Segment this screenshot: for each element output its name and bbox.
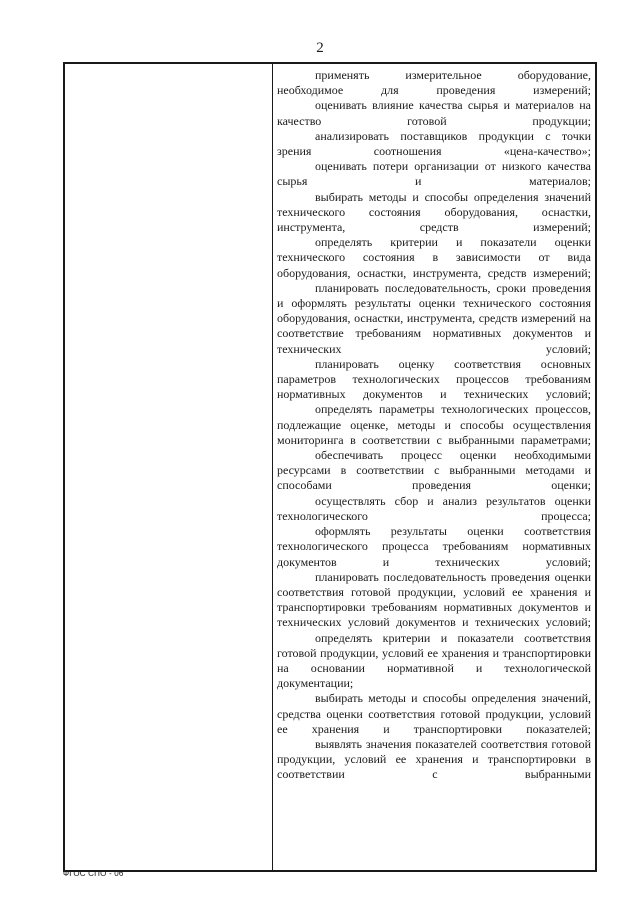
- skill-paragraph: обеспечивать процесс оценки необходимыми ресурсами в соответствии с выбранными методами и способами проведения оценки;: [277, 448, 591, 493]
- skill-paragraph: определять критерии и показатели соответствия готовой продукции, условий ее хранения и транспортировки на основании нормативной и технологической документации;: [277, 630, 591, 691]
- table-frame: [63, 62, 597, 872]
- skill-paragraph: оценивать потери организации от низкого качества сырья и материалов;: [277, 159, 591, 189]
- skill-paragraph: планировать последовательность проведения оценки соответствия готовой продукции, условий ее хранения и транспортировки требованиям нормативных документов и технических условий документов и технических условий;: [277, 569, 591, 630]
- skill-paragraph: оформлять результаты оценки соответствия технологического процесса требованиям нормативных документов и технических условий;: [277, 524, 591, 569]
- skill-paragraph: определять параметры технологических процессов, подлежащие оценке, методы и способы осуществления мониторинга в соответствии с выбранными параметрами;: [277, 402, 591, 447]
- page-number: 2: [316, 40, 324, 56]
- skill-paragraph: планировать оценку соответствия основных параметров технологических процессов требованиям нормативных документов и технических условий;: [277, 356, 591, 402]
- skill-paragraph: выбирать методы и способы определения значений технического состояния оборудования, оснастки, инструмента, средств измерений;: [277, 189, 591, 235]
- document-code: ФГОС СПО - 06: [63, 869, 124, 878]
- skill-paragraph: определять критерии и показатели оценки технического состояния в зависимости от вида оборудования, оснастки, инструмента, средств измерений;: [277, 235, 591, 280]
- skill-paragraph: выбирать методы и способы определения значений, средства оценки соответствия готовой продукции, условий ее хранения и транспортировки показателей;: [277, 691, 591, 736]
- skill-paragraph: анализировать поставщиков продукции с точки зрения соотношения «цена-качество»;: [277, 128, 591, 159]
- skill-paragraph: оценивать влияние качества сырья и материалов на качество готовой продукции;: [277, 98, 591, 128]
- skill-paragraph: планировать последовательность, сроки проведения и оформлять результаты оценки технического состояния оборудования, оснастки, инструмента, средств измерений на соответствие требованиям нормативных документов и технических условий;: [277, 280, 591, 356]
- skill-paragraph: применять измерительное оборудование, необходимое для проведения измерений;: [277, 68, 591, 98]
- column-divider: [272, 64, 273, 870]
- skill-paragraph: выявлять значения показателей соответствия готовой продукции, условий ее хранения и транспортировки в соответствии с выбранными: [277, 736, 591, 782]
- skill-paragraph: осуществлять сбор и анализ результатов оценки технологического процесса;: [277, 493, 591, 523]
- skills-column: [277, 68, 591, 783]
